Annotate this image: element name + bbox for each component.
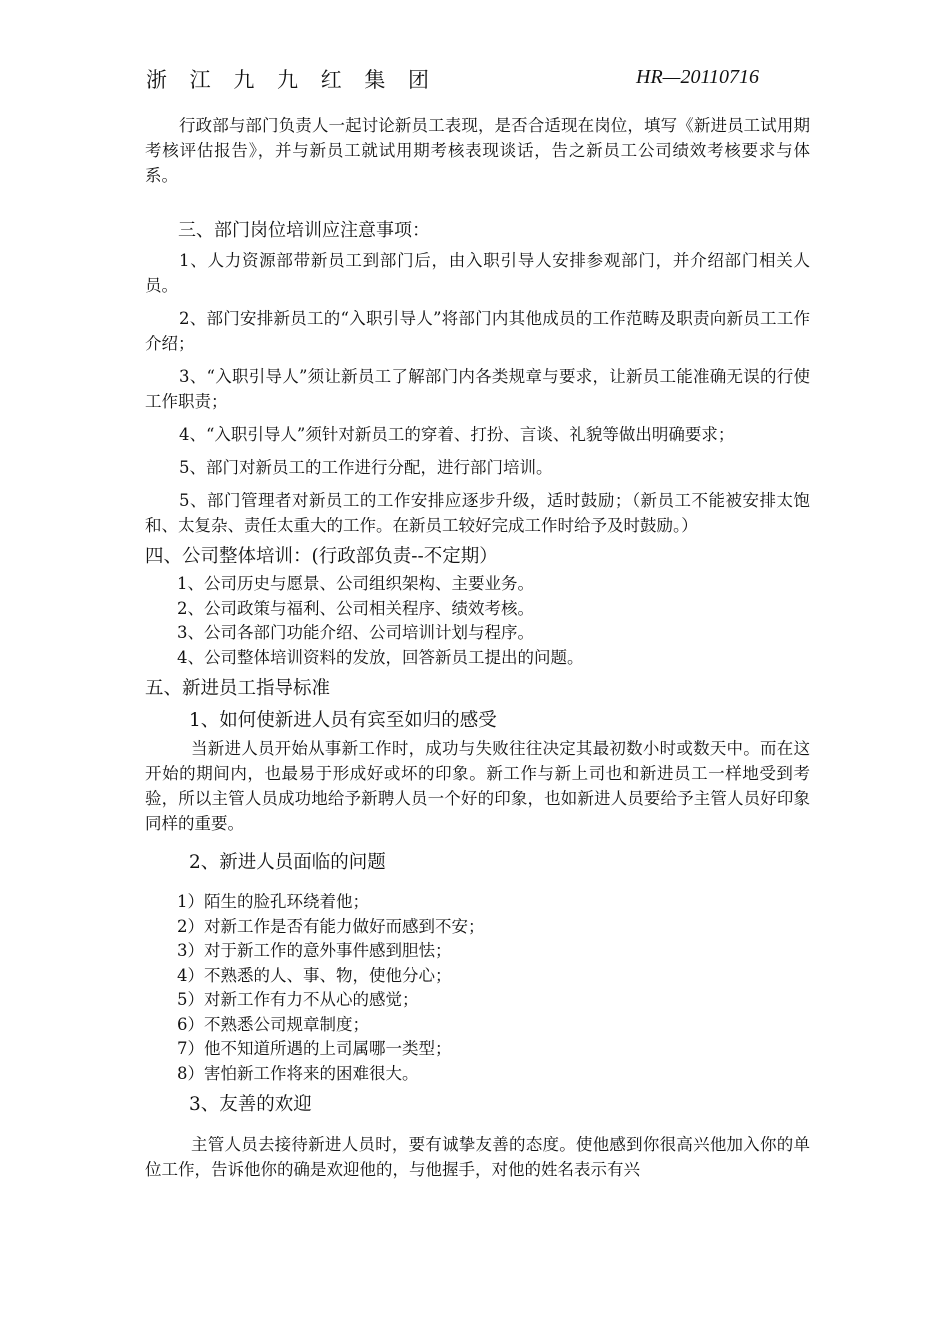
section4-item: 3、公司各部门功能介绍、公司培训计划与程序。 — [177, 623, 534, 642]
section3-item: 4、“入职引导人”须针对新员工的穿着、打扮、言谈、礼貌等做出明确要求； — [179, 425, 735, 444]
section3-item: 5、部门对新员工的工作进行分配，进行部门培训。 — [179, 458, 553, 477]
section4-item: 1、公司历史与愿景、公司组织架构、主要业务。 — [177, 574, 534, 593]
document-code: HR—20110716 — [636, 66, 759, 88]
section3-title: 三、部门岗位培训应注意事项： — [178, 220, 430, 241]
section5-title: 五、新进员工指导标准 — [145, 678, 331, 699]
section3-item: 3、“入职引导人”须让新员工了解部门内各类规章与要求，让新员工能准确无误的行使工作职责； — [145, 367, 810, 411]
section4-item: 4、公司整体培训资料的发放，回答新员工提出的问题。 — [177, 647, 584, 667]
section5-sub3-text: 主管人员去接待新进人员时，要有诚挚友善的态度。使他感到你很高兴他加入你的单位工作，告诉他你的确是欢迎他的，与他握手，对他的姓名表示有兴 — [145, 1135, 810, 1179]
section5-sub2-item: 7）他不知道所遇的上司属哪一类型； — [177, 1039, 452, 1058]
section5-sub1-text: 当新进人员开始从事新工作时，成功与失败往往决定其最初数小时或数天中。而在这开始的期间内，也最易于形成好或坏的印象。新工作与新上司也和新进员工一样地受到考验，所以主管人员成功地给予新聘人员一个好的印象，也如新进人员要给予主管人员好印象同样的重要。 — [145, 739, 810, 833]
document-body — [145, 113, 810, 1182]
section5-sub2-item: 3）对于新工作的意外事件感到胆怯； — [177, 941, 452, 960]
section5-sub2-item: 6）不熟悉公司规章制度； — [177, 1014, 369, 1034]
section5-sub2-item: 4）不熟悉的人、事、物，使他分心； — [177, 965, 452, 985]
intro-paragraph: 行政部与部门负责人一起讨论新员工表现，是否合适现在岗位，填写《新进员工试用期考核评估报告》，并与新员工就试用期考核表现谈话，告之新员工公司绩效考核要求与体系。 — [145, 116, 810, 185]
section5-sub2-item: 2）对新工作是否有能力做好而感到不安； — [177, 916, 485, 936]
section5-sub2-item: 1）陌生的脸孔环绕着他； — [177, 892, 369, 911]
section3-item: 2、部门安排新员工的“入职引导人”将部门内其他成员的工作范畴及职责向新员工工作介绍； — [145, 309, 810, 353]
section4-item: 2、公司政策与福利、公司相关程序、绩效考核。 — [177, 598, 534, 618]
section5-sub2-title: 2、新进人员面临的问题 — [189, 852, 386, 873]
section5-sub3-title: 3、友善的欢迎 — [189, 1094, 312, 1115]
section3-item: 1、人力资源部带新员工到部门后，由入职引导人安排参观部门，并介绍部门相关人员。 — [145, 251, 810, 295]
section5-sub2-item: 8）害怕新工作将来的困难很大。 — [177, 1063, 419, 1083]
section4-title: 四、公司整体培训：(行政部负责--不定期） — [145, 546, 498, 567]
section5-sub2-item: 5）对新工作有力不从心的感觉； — [177, 990, 419, 1009]
section5-sub1-title: 1、如何使新进人员有宾至如归的感受 — [189, 710, 497, 731]
company-name: 浙 江 九 九 红 集 团 — [146, 68, 438, 92]
section3-item: 5、部门管理者对新员工的工作安排应逐步升级，适时鼓励；（新员工不能被安排太饱和、太复杂、责任太重大的工作。在新员工较好完成工作时给予及时鼓励。） — [145, 491, 810, 535]
